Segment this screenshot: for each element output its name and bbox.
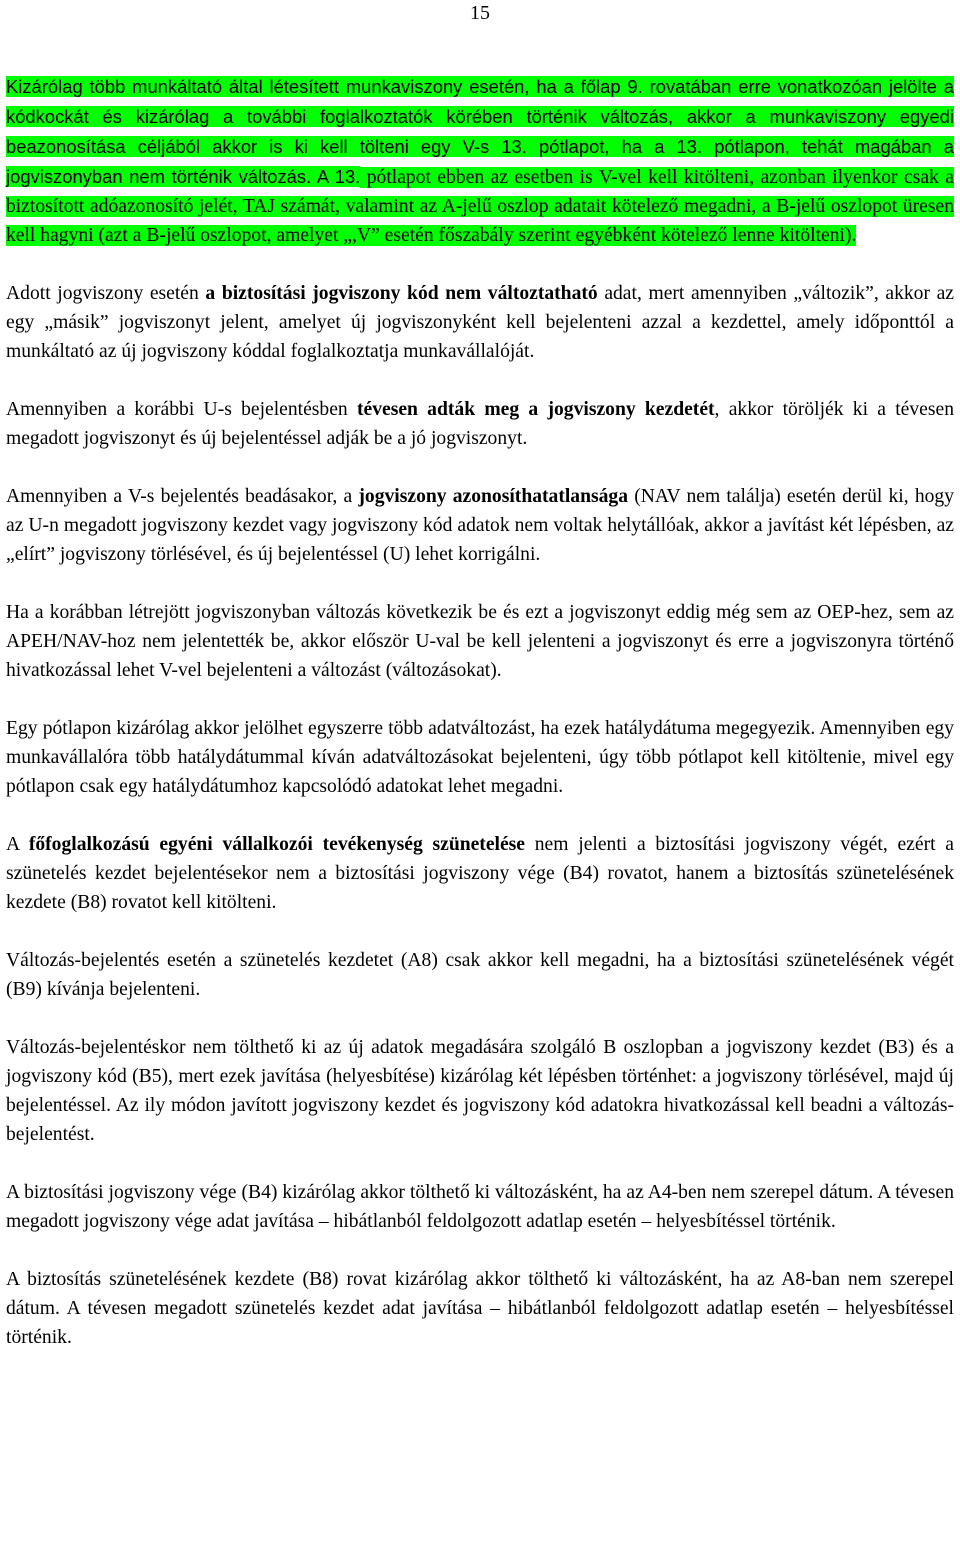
text-segment: Amennyiben a korábbi U-s bejelentésben xyxy=(6,399,357,420)
bold-text: jogviszony azonosíthatatlansága xyxy=(358,486,629,507)
text-segment: Adott jogviszony esetén xyxy=(6,283,206,304)
page-number: 15 xyxy=(470,2,490,24)
paragraph-teves-kezdet xyxy=(6,395,954,453)
bold-text: főfoglalkozású egyéni vállalkozói tevékenység szünetelése xyxy=(28,834,525,855)
paragraph-b-oszlop: Változás-bejelentéskor nem tölthető ki az új adatok megadására szolgáló B oszlopban a jogviszony kezdet (B3) és a jogviszony kód (B5), mert ezek javítása (helyesbítése) kizárólag két lépésben történhet: a jogviszony törlésével, majd új bejelentéssel. Az ily módon javított jogviszony kezdet és jogviszony kód adatokra hivatkozással kell beadni a változás-bejelentést. xyxy=(6,1037,954,1145)
bold-text: a biztosítási jogviszony kód nem változtatható xyxy=(205,283,598,304)
paragraph-korabbi-jogviszony: Ha a korábban létrejött jogviszonyban változás következik be és ezt a jogviszonyt eddig még sem az OEP-hez, sem az APEH/NAV-hoz nem jelentették be, akkor először U-val be kell jelenteni a jogviszonyt és erre a jogviszonyra történő hivatkozással lehet V-vel bejelenteni a változást (változásokat). xyxy=(6,602,954,681)
highlighted-paragraph xyxy=(6,72,954,250)
text-segment: A xyxy=(6,834,29,855)
paragraph-szuneteles-kezdet: Változás-bejelentés esetén a szünetelés kezdetet (A8) csak akkor kell megadni, ha a biztosítási szünetelésének végét (B9) kívánja bejelenteni. xyxy=(6,950,954,1000)
text-segment: (NAV nem találja) esetén derül ki, hogy az U-n megadott jogviszony kezdet vagy jogviszony kód adatok nem voltak helytállóak, akkor a javítást két lépésben, az „elírt” jogviszony törlésével, és új bejelentéssel (U) lehet korrigálni. xyxy=(6,486,955,565)
text-segment: adat, mert amennyiben „változik”, akkor az egy „másik” jogviszonyt jelent, amelyet új jogviszonyként kell bejelenteni azzal a kezdettel, amely időponttól a munkáltató az új jogviszony kóddal foglalkoztatja munkavállalóját. xyxy=(6,283,954,362)
highlighted-text-serif: pótlapot ebben az esetben is V-vel kell kitölteni, azonban ilyenkor csak a biztosított adóazonosító jelét, TAJ számát, valamint az A-jelű oszlop adatait kötelező megadni, a B-jelű oszlopot üresen kell hagyni (azt a B-jelű oszlopot, amelyet „,V” esetén főszabály szerint egyébként kötelező lenne kitölteni). xyxy=(6,167,954,246)
paragraph-azonosithatatlansag xyxy=(6,482,954,569)
text-segment: , akkor töröljék ki a tévesen megadott jogviszonyt és új bejelentéssel adják be a jó jogviszonyt. xyxy=(6,399,954,449)
paragraph-potlap-hatalydatum: Egy pótlapon kizárólag akkor jelölhet egyszerre több adatváltozást, ha ezek hatálydátuma megegyezik. Amennyiben egy munkavállalóra több hatálydátummal kíván adatváltozásokat bejelenteni, úgy több pótlapot kell kitöltenie, mivel egy pótlapon csak egy hatálydátumhoz kapcsolódó adatokat lehet megadni. xyxy=(6,718,954,797)
paragraph-jogviszony-vege: A biztosítási jogviszony vége (B4) kizárólag akkor tölthető ki változásként, ha az A4-ben nem szerepel dátum. A tévesen megadott jogviszony vége adat javítása – hibátlanból feldolgozott adatlap esetén – helyesbítéssel történik. xyxy=(6,1182,954,1232)
document-body xyxy=(6,72,954,1381)
text-segment: Amennyiben a V-s bejelentés beadásakor, a xyxy=(6,486,359,507)
paragraph-szuneteles xyxy=(6,830,954,917)
highlighted-text-sans: Kizárólag több munkáltató által létesített munkaviszony esetén, ha a főlap 9. rovatában erre vonatkozóan jelölte a kódkockát és kizárólag a további foglalkoztatók körében történik változás, akkor a munkaviszony egyedi beazonosítása céljából akkor is ki kell tölteni egy V-s 13. pótlapot, ha a 13. pótlapon, tehát magában a jogviszonyban nem történik változás. A 13. xyxy=(6,76,954,187)
paragraph-szuneteles-b8: A biztosítás szünetelésének kezdete (B8) rovat kizárólag akkor tölthető ki változásként, ha az A8-ban nem szerepel dátum. A tévesen megadott szünetelés kezdet adat javítása – hibátlanból feldolgozott adatlap esetén – helyesbítéssel történik. xyxy=(6,1269,954,1348)
text-segment: nem jelenti a biztosítási jogviszony végét, ezért a szünetelés kezdet bejelentésekor nem a biztosítási jogviszony vége (B4) rovatot, hanem a biztosítás szünetelésének kezdete (B8) rovatot kell kitölteni. xyxy=(6,834,954,913)
paragraph-jogviszony-kod xyxy=(6,279,954,366)
bold-text: tévesen adták meg a jogviszony kezdetét xyxy=(356,399,715,420)
